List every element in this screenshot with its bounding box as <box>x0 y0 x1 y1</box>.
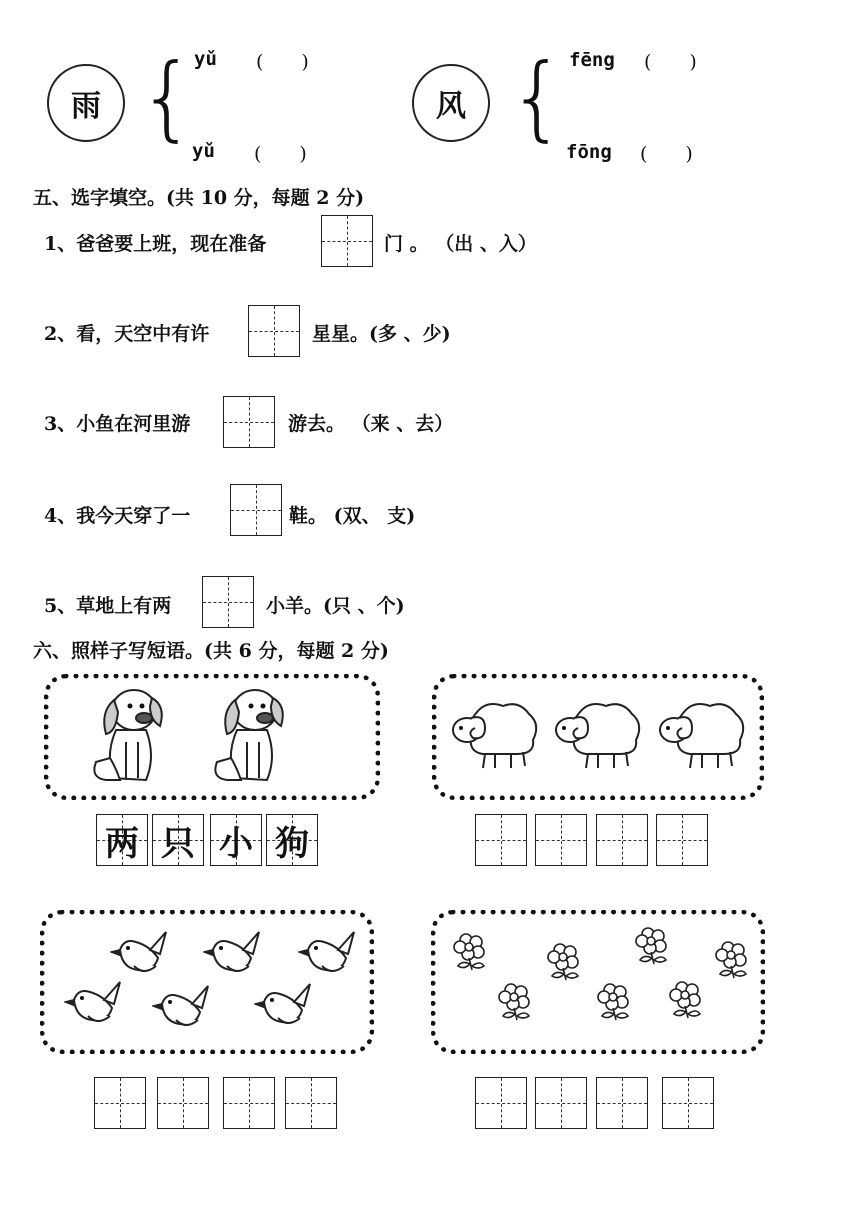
example-char: 只 <box>161 823 195 864</box>
example-char-box-4 <box>266 814 318 866</box>
example-char-box-1 <box>96 814 148 866</box>
flower-icon <box>546 942 586 982</box>
brace-wind: { <box>508 44 567 151</box>
q3-text-after: 游去。 （来 、去） <box>288 413 454 435</box>
bird-icon <box>298 928 360 976</box>
birds-answer-box-2[interactable] <box>157 1077 209 1129</box>
q5-text-before: 5、草地上有两 <box>44 595 172 617</box>
sheep-answer-box-1[interactable] <box>475 814 527 866</box>
q3-text-before: 3、小鱼在河里游 <box>44 413 191 435</box>
q2-text-before: 2、看，天空中有许 <box>44 323 210 345</box>
flowers-answer-box-1[interactable] <box>475 1077 527 1129</box>
flowers-answer-box-3[interactable] <box>596 1077 648 1129</box>
birds-answer-box-1[interactable] <box>94 1077 146 1129</box>
example-char-box-2 <box>152 814 204 866</box>
pinyin-rain-1: yǔ <box>194 48 217 70</box>
brace-rain: { <box>138 44 197 151</box>
flower-icon <box>596 982 636 1022</box>
sheep-answer-box-4[interactable] <box>656 814 708 866</box>
bird-icon <box>152 982 214 1030</box>
q4-answer-box[interactable] <box>230 484 282 536</box>
answer-paren-wind-1[interactable]: ( ) <box>644 51 697 73</box>
flower-icon <box>497 982 537 1022</box>
q5-text-after: 小羊。(只 、个) <box>266 595 405 617</box>
flower-icon <box>452 932 492 972</box>
char-wind: 风 <box>436 89 466 124</box>
pinyin-wind-1: fēng <box>569 49 615 71</box>
q4-text-before: 4、我今天穿了一 <box>44 505 191 527</box>
sheep-icon <box>654 696 748 770</box>
flower-icon <box>634 926 674 966</box>
char-circle-wind <box>412 64 490 142</box>
example-char: 小 <box>219 823 253 864</box>
answer-paren-rain-2[interactable]: ( ) <box>254 143 307 165</box>
flowers-answer-box-4[interactable] <box>662 1077 714 1129</box>
bird-icon <box>64 978 126 1026</box>
bird-icon <box>254 980 316 1028</box>
q1-text-after: 门 。 （出 、入） <box>384 233 537 255</box>
flower-icon <box>668 980 708 1020</box>
dog-icon <box>207 682 293 788</box>
example-char: 狗 <box>275 823 309 864</box>
q5-answer-box[interactable] <box>202 576 254 628</box>
section5-title: 五、选字填空。(共 10 分，每题 2 分) <box>33 187 365 209</box>
sheep-icon <box>550 696 644 770</box>
dog-icon <box>86 682 172 788</box>
q1-text-before: 1、爸爸要上班，现在准备 <box>44 233 267 255</box>
example-char: 两 <box>105 823 139 864</box>
flowers-answer-box-2[interactable] <box>535 1077 587 1129</box>
section6-title: 六、照样子写短语。(共 6 分，每题 2 分) <box>33 640 389 662</box>
bird-icon <box>110 928 172 976</box>
sheep-answer-box-3[interactable] <box>596 814 648 866</box>
example-char-box-3 <box>210 814 262 866</box>
char-circle-rain <box>47 64 125 142</box>
sheep-answer-box-2[interactable] <box>535 814 587 866</box>
bird-icon <box>203 928 265 976</box>
flower-icon <box>714 940 754 980</box>
sheep-icon <box>447 696 541 770</box>
q1-answer-box[interactable] <box>321 215 373 267</box>
q2-answer-box[interactable] <box>248 305 300 357</box>
char-rain: 雨 <box>71 89 101 124</box>
pinyin-wind-2: fōng <box>566 141 612 163</box>
answer-paren-rain-1[interactable]: ( ) <box>256 51 309 73</box>
q2-text-after: 星星。(多 、少) <box>312 323 451 345</box>
q3-answer-box[interactable] <box>223 396 275 448</box>
pinyin-rain-2: yǔ <box>192 140 215 162</box>
birds-answer-box-3[interactable] <box>223 1077 275 1129</box>
answer-paren-wind-2[interactable]: ( ) <box>640 143 693 165</box>
q4-text-after: 鞋。 (双、 支) <box>289 505 416 527</box>
birds-answer-box-4[interactable] <box>285 1077 337 1129</box>
